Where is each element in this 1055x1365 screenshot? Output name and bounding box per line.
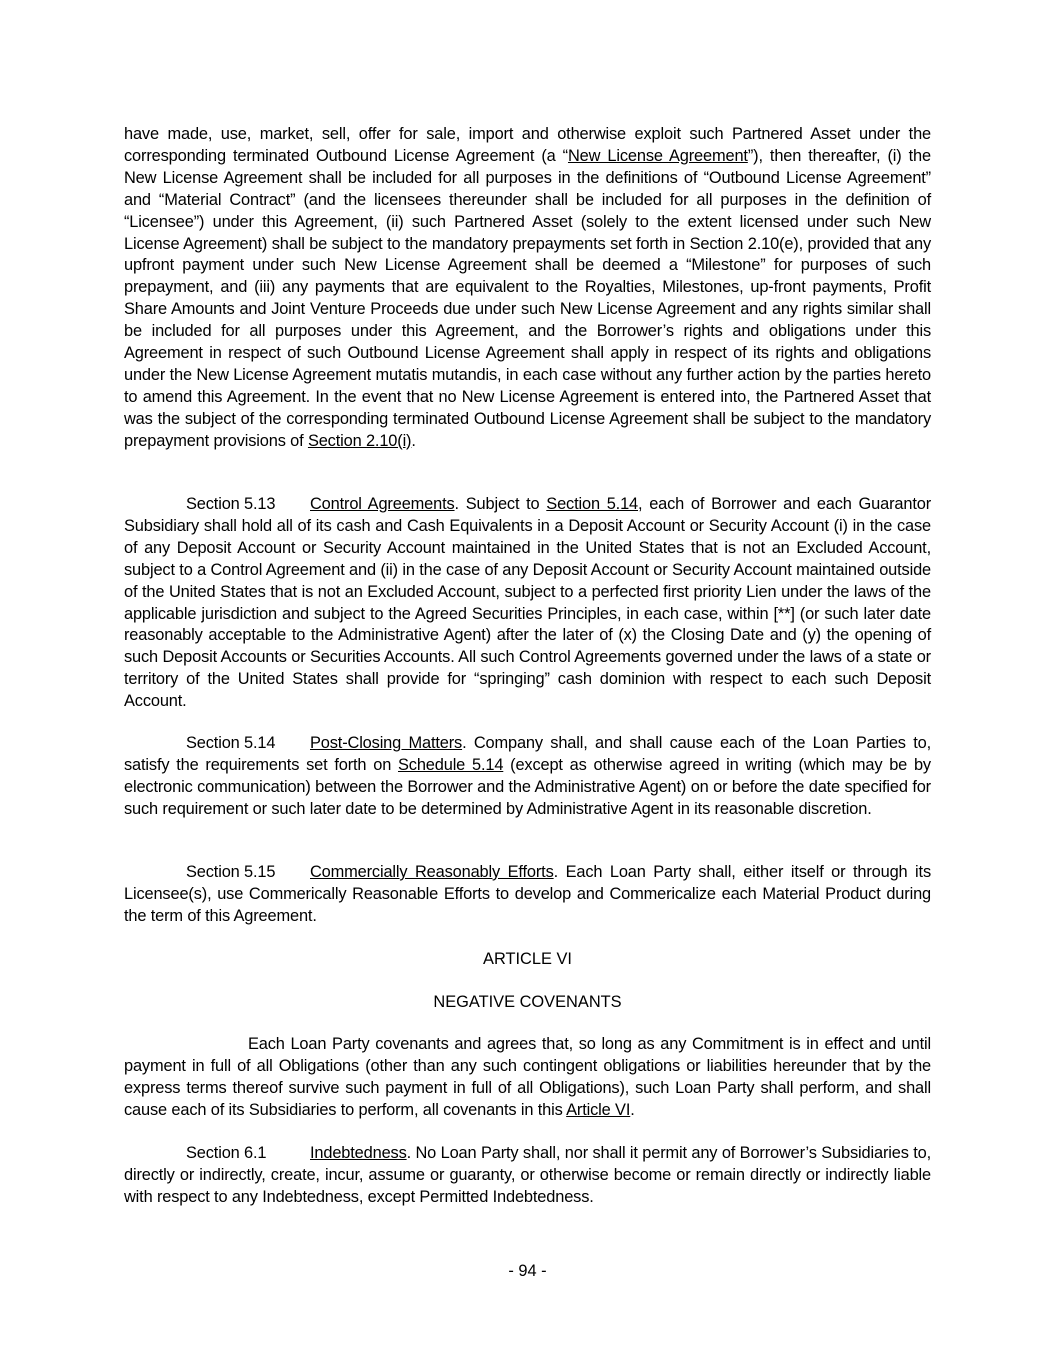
section-5-13-paragraph [124,494,931,713]
article-subtitle: NEGATIVE COVENANTS [433,993,622,1011]
section-5-15-title: Commercially Reasonably Efforts [310,863,554,881]
section-5-13-text-1: . Subject to [454,495,547,513]
section-2-10-i-reference[interactable]: Section 2.10(i) [307,431,412,450]
section-5-14-text-1: . Company shall, and shall cause each of the Loan Parties to, satisfy the requirements set forth on [124,734,931,774]
continuation-text-3: . [411,431,416,450]
continuation-text-2: ”), then thereafter, (i) the New License Agreement shall be included for all purposes in the definitions of “Outbound License Agreement” and “Material Contract” (and the licensees thereunder shall be included for all purposes in the definition of “Licensee”) under this Agreement, (ii) such Partnered Asset (solely to the extent licensed under such New License Agreement) shall be subject to the mandatory prepayments set forth in Section 2.10(e), provided that any upfront payment under such New License Agreement shall be deemed a “Milestone” for purposes of such prepayment, and (iii) any payments that are equivalent to the Royalties, Milestones, up-front payments, Profit Share Amounts and Joint Venture Proceeds due under such New License Agreement and any rights similar shall be included for all purposes under this Agreement, and the Borrower’s rights and obligations under this Agreement in respect of such Outbound License Agreement shall apply in respect of its rights and obligations under the New License Agreement mutatis mutandis, in each case without any further action by the parties hereto to amend this Agreement. In the event that no New License Agreement is entered into, the Partnered Asset that was the subject of the corresponding terminated Outbound License Agreement shall be subject to the mandatory prepayment provisions of [124,146,931,450]
section-6-1-number: Section 6.1 [186,1144,267,1162]
article-title: ARTICLE VI [483,950,572,968]
section-5-13-number: Section 5.13 [186,495,276,513]
continuation-paragraph [124,124,931,453]
section-5-14-text-2: (except as otherwise agreed in writing (which may be by electronic communication) between the Borrower and the Administrative Agent) on or before the date specified for such requirement or such later date to be determined by Administrative Agent in its reasonable discretion. [124,755,931,818]
section-5-13-text-2: , each of Borrower and each Guarantor Subsidiary shall hold all of its cash and Cash Equivalents in a Deposit Account or Security Account (i) in the case of any Deposit Account or Security Account maintained in the United States that is not an Excluded Account, subject to a Control Agreement and (ii) in the case of any Deposit Account or Security Account maintained outside of the United States that is not an Excluded Account, subject to a perfected first priority Lien under the laws of the applicable jurisdiction and subject to the Agreed Securities Principles, in each case, within [**] (or such later date reasonably acceptable to the Administrative Agent) after the later of (x) the Closing Date and (y) the opening of such Deposit Accounts or Securities Accounts. All such Control Agreements governed under the laws of a state or territory of the United States shall provide for “springing” cash dominion with respect to each such Deposit Account. [124,495,932,711]
section-5-15-paragraph [124,862,931,928]
new-license-agreement-term: New License Agreement [567,146,748,165]
section-6-1-paragraph [124,1143,931,1209]
section-5-15-text-1: . Each Loan Party shall, either itself or through its Licensee(s), use Commerically Reasonable Efforts to develop and Commericalize each Material Product during the term of this Agreement. [124,863,932,925]
section-5-15-number: Section 5.15 [186,863,276,881]
section-5-14-title: Post-Closing Matters [310,734,463,752]
section-5-14-paragraph [124,733,931,821]
page-number: - 94 - [508,1262,547,1280]
section-6-1-text-1: . No Loan Party shall, nor shall it permit any of Borrower’s Subsidiaries to, directly or indirectly, create, incur, assume or guaranty, or otherwise become or remain directly or indirectly liable with respect to any Indebtedness, except Permitted Indebtedness. [124,1144,931,1206]
intro-text-1: Each Loan Party covenants and agrees that, so long as any Commitment is in effect and until payment in full of all Obligations (other than any such contingent obligations or liabilities hereunder that by the express terms thereof survive such payment in full of all Obligations), such Loan Party shall perform, and shall cause each of its Subsidiaries to perform, all covenants in this [124,1035,931,1119]
section-5-14-reference[interactable]: Section 5.14 [546,495,639,513]
article-intro-paragraph [124,1034,931,1122]
section-5-13-title: Control Agreements [310,495,455,513]
intro-text-2: . [630,1100,635,1119]
section-5-14-number: Section 5.14 [186,734,276,752]
continuation-text-1: have made, use, market, sell, offer for sale, import and otherwise exploit such Partnered Asset under the corresponding terminated Outbound License Agreement (a “ [124,125,931,165]
section-6-1-title: Indebtedness [310,1144,407,1162]
article-vi-reference[interactable]: Article VI [566,1100,631,1119]
schedule-5-14-reference[interactable]: Schedule 5.14 [398,755,504,774]
